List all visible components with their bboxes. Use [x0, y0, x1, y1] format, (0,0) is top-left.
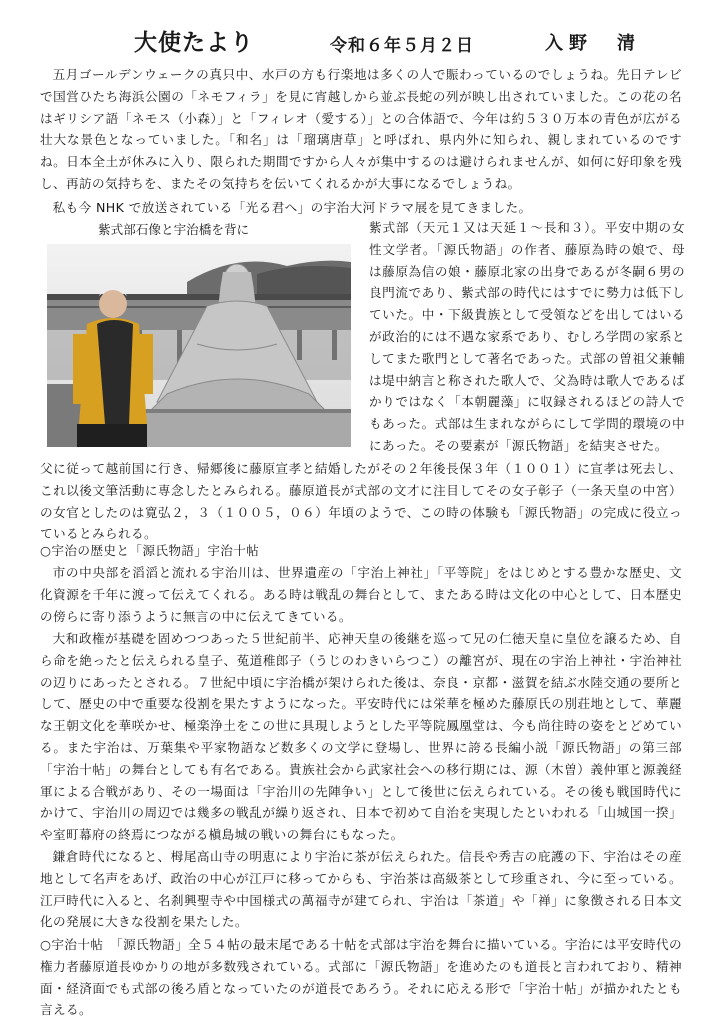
intro-paragraph-2: 私も今 NHK で放送されている「光る君へ」の宇治大河ドラマ展を見てきました。	[52, 200, 532, 215]
murasaki-biography-continued: 父に従って越前国に行き、帰郷後に藤原宣孝と結婚したがその２年後長保３年（１００１）に宣孝は死去し、これ以後文筆活動に専念したとみられる。藤原道長が式部の文才に注目してその女子彰子（一条天皇の中宮）の女官としたのは寛弘２，３（１００５，０６）年頃のようで、この時の体験も「源氏物語」の完成に役立っているとみられる。	[40, 461, 682, 542]
intro-paragraph: 五月ゴールデンウェークの真只中、水戸の方も行楽地は多くの人で賑わっているのでしょうね。先日テレビで国営ひたち海浜公園の「ネモフィラ」を見に宵越しから並ぶ長蛇の列が映し出されていました。この花の名はギリシア語「ネモス（小森）」と「フィレオ（愛する）」との合体語で、今年は約５３０万本の青色が広がる壮大な景色となっていました。「和名」は「瑠璃唐草」と呼ばれ、県内外に知られ、親しまれているのですね。日本全土が休みに入り、限られた期間ですから人々が集中するのは避けられませんが、如何に好印象を残し、再訪の気持ちを、またその気持ちを伝いてくれるかが大事になるでしょうね。	[40, 67, 682, 191]
uji-section-heading: ○宇治の歴史と「源氏物語」宇治十帖	[40, 543, 260, 558]
author-name: 入野 清	[545, 33, 641, 54]
uji-paragraph-1: 市の中央部を滔滔と流れる宇治川は、世界遺産の「宇治上神社」「平等院」をはじめとする豊かな歴史、文化資源を千年に渡って伝えてくれる。ある時は戦乱の舞台として、またある時は文化の中心として、日本歴史の傍らに寄り添うように無言の中に伝えてきている。	[40, 565, 682, 624]
uji-jujo-paragraph: ○宇治十帖 「源氏物語」全５４帖の最末尾である十帖を式部は宇治を舞台に描いている。宇治には平安時代の権力者藤原道長ゆかりの地が多数残されている。式部に「源氏物語」を進めたのも道長と言われており、精神面・経済面でも式部の後ろ盾となっていたのが道長であろう。それに応える形で「宇治十帖」が描かれたとも言える。	[40, 937, 682, 1018]
statue-photo	[47, 244, 351, 447]
statue-photo-image	[47, 244, 351, 447]
uji-paragraph-3: 鎌倉時代になると、栂尾高山寺の明恵により宇治に茶が伝えられた。信長や秀吉の庇護の下、宇治はその産地として名声をあげ、政治の中心が江戸に移ってからも、宇治茶は高級茶として珍重され、今に至っている。江戸時代に入ると、名刹興聖寺や中国様式の萬福寺が建てられ、宇治は「茶道」や「禅」に象徴される日本文化の発展に大きな役割を果たした。	[40, 849, 682, 930]
issue-date: 令和６年５月２日	[330, 36, 474, 56]
uji-paragraph-2: 大和政権が基礎を固めつつあった５世紀前半、応神天皇の後継を巡って兄の仁徳天皇に皇位を譲るため、自ら命を絶ったと伝えられる皇子、菟道稚郎子（うじのわきいらつこ）の離宮が、現在の宇治上神社・宇治神社の辺りにあったとされる。７世紀中頃に宇治橋が架けられた後は、奈良・京都・滋賀を結ぶ水陸交通の要所として、歴史の中で重要な役割を果たすようになった。平安時代には栄華を極めた藤原氏の別荘地として、華麗な王朝文化を華咲かせ、極楽浄土をこの世に具現しようとした平等院鳳凰堂は、今も尚往時の姿をとどめている。また宇治は、万葉集や平家物語など数多くの文学に登場し、世界に誇る長編小説「源氏物語」の第三部「宇治十帖」の舞台としても有名である。貴族社会から武家社会への移行期には、源（木曽）義仲軍と源義経軍による合戦があり、その一場面は「宇治川の先陣争い」として後世に伝えられている。その後も戦国時代にかけて、宇治川の周辺では幾多の戦乱が繰り返され、日本で初めて自治を実現したといわれる「山城国一揆」や室町幕府の終焉につながる槇島城の戦いの舞台にもなった。	[40, 631, 682, 843]
photo-caption: 紫式部石像と宇治橋を背に	[98, 222, 250, 237]
newsletter-title: 大使たより	[134, 30, 254, 56]
murasaki-biography-column: 紫式部（天元１又は天延１～長和３）。平安中期の女性文学者。「源氏物語」の作者、藤原為時の娘で、母は藤原為信の娘・藤原北家の出身であるが冬嗣６男の良門流であり、紫式部の時代にはすでに勢力は低下していた。中・下級貴族として受領などを出してはいるが政治的には不遇な家系であり、むしろ学問の家系としてまた歌門として著名であった。式部の曽祖父兼輔は堤中納言と称された歌人で、父為時は歌人であるばかりではなく「本朝麗藻」に収録されるほどの詩人でもあった。式部は生まれながらにして学問的環境の中にあった。その要素が「源氏物語」を結実させた。	[369, 220, 685, 453]
